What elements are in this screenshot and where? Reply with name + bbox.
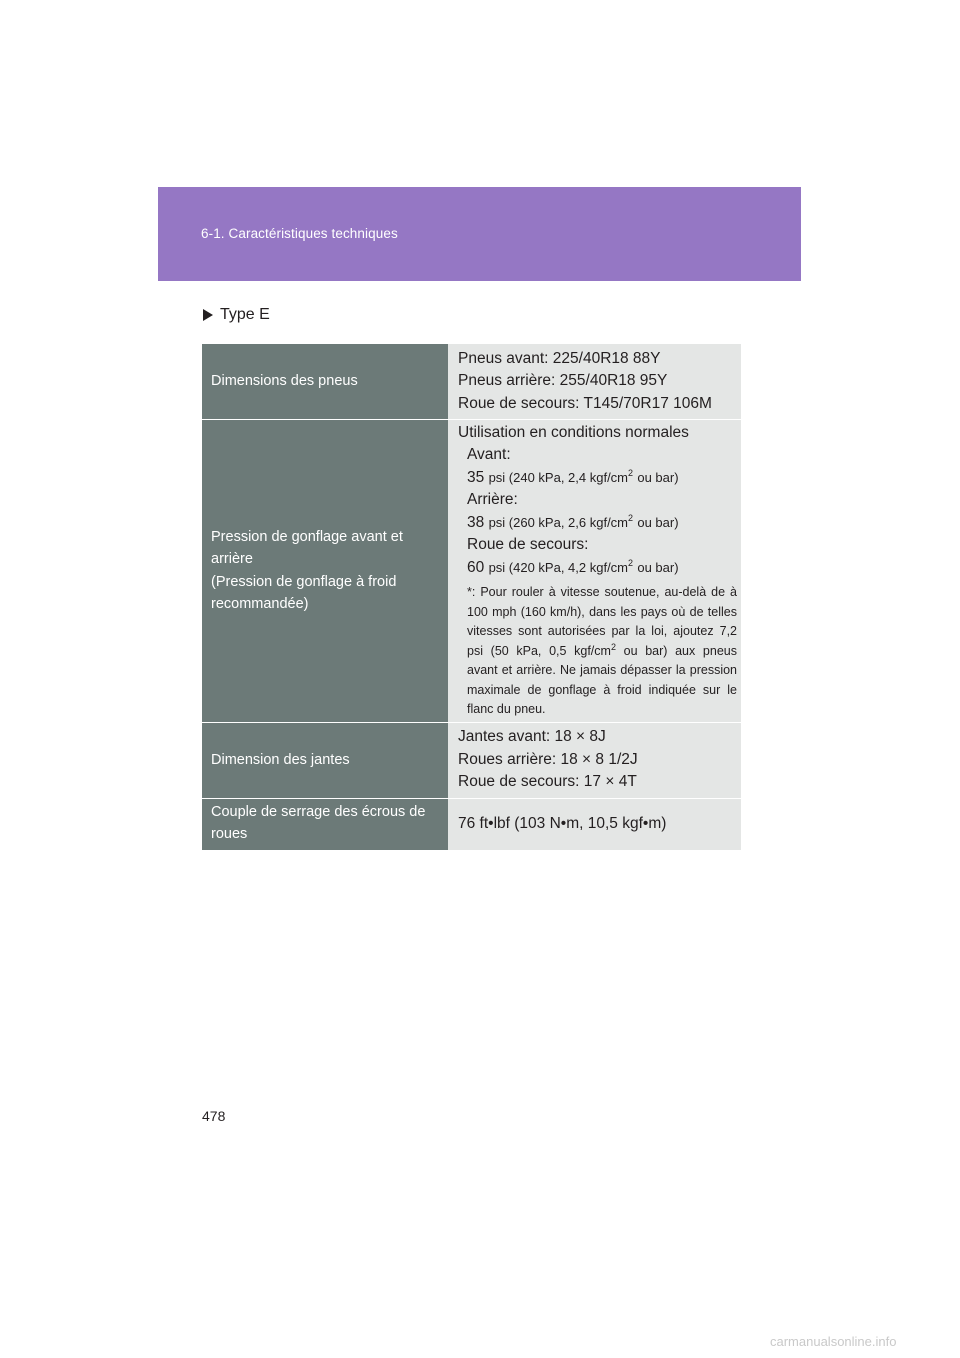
- tires-front: Pneus avant: 225/40R18 88Y: [458, 349, 661, 367]
- pressure-front-number: 35: [467, 468, 485, 486]
- pressure-front-label: Avant:: [467, 446, 511, 463]
- pressure-label-line-1: Pression de gonflage avant et: [211, 528, 403, 545]
- page-number: 478: [202, 1108, 226, 1124]
- pressure-value: [448, 419, 741, 722]
- pressure-spare-sup: 2: [628, 557, 634, 568]
- rims-rear: Roues arrière: 18 × 8 1/2J: [458, 750, 638, 768]
- pressure-spare-number: 60: [467, 558, 485, 576]
- rims-spare: Roue de secours: 17 × 4T: [458, 773, 637, 791]
- pressure-spare-detail: psi (420 kPa, 4,2 kgf/cm: [488, 559, 629, 575]
- torque-label-line-2: roues: [211, 826, 248, 842]
- torque-value: 76 ft•lbf (103 N•m, 10,5 kgf•m): [448, 798, 741, 850]
- pressure-rear-label: Arrière:: [467, 491, 518, 508]
- pressure-front-detail: psi (240 kPa, 2,4 kgf/cm: [488, 469, 629, 485]
- watermark: carmanualsonline.info: [770, 1334, 897, 1349]
- pressure-front-sup: 2: [628, 467, 634, 478]
- pressure-front-tail: ou bar): [637, 469, 679, 485]
- table-row-torque: [202, 798, 741, 850]
- pressure-rear-value: [458, 512, 739, 535]
- triangle-marker-icon: [203, 309, 213, 321]
- table-row-tires: [202, 344, 741, 419]
- pressure-footnote-a: *: Pour rouler à vitesse soutenue, au-delà de à 100 mph (160 km/h), dans les pays où de telles vitesses sont autorisées par la loi, ajoutez 7,2 psi (50 kPa, 0,5 kgf/cm: [467, 585, 737, 658]
- pressure-rear-tail: ou bar): [637, 514, 679, 530]
- pressure-label-line-3: (Pression de gonflage à froid: [211, 573, 397, 590]
- tires-rear: Pneus arrière: 255/40R18 95Y: [458, 372, 668, 389]
- rims-front: Jantes avant: 18 × 8J: [458, 728, 606, 746]
- pressure-label: [202, 419, 448, 722]
- pressure-rear-detail: psi (260 kPa, 2,6 kgf/cm: [488, 514, 629, 530]
- torque-label: [202, 798, 448, 850]
- tires-spare: Roue de secours: T145/70R17 106M: [458, 394, 712, 412]
- pressure-label-line-4: recommandée): [211, 596, 309, 612]
- pressure-spare-label: Roue de secours:: [467, 536, 589, 553]
- pressure-spare-value: [458, 557, 739, 580]
- section-title: 6-1. Caractéristiques techniques: [201, 226, 398, 241]
- torque-label-line-1: Couple de serrage des écrous de: [211, 803, 426, 820]
- pressure-front-value: [458, 467, 739, 490]
- subheading-text: Type E: [220, 306, 270, 323]
- table-row-rims: [202, 722, 741, 798]
- tires-value: [448, 344, 741, 419]
- pressure-label-line-2: arrière: [211, 551, 253, 567]
- subheading: [203, 306, 270, 324]
- pressure-intro: Utilisation en conditions normales: [458, 423, 689, 441]
- rims-value: [448, 722, 741, 798]
- rims-label: Dimension des jantes: [202, 722, 448, 798]
- pressure-footnote-b: ou bar) aux pneus avant et arrière. Ne jamais dépasser la pression maximale de gonflage à froid indiquée sur le flanc du pneu.: [467, 643, 737, 716]
- pressure-rear-sup: 2: [628, 512, 634, 523]
- pressure-rear-number: 38: [467, 513, 485, 531]
- section-header-band: [158, 187, 801, 281]
- pressure-spare-tail: ou bar): [637, 559, 679, 575]
- pressure-footnote: [458, 583, 739, 720]
- tires-label: Dimensions des pneus: [202, 344, 448, 419]
- pressure-footnote-sup: 2: [610, 641, 616, 652]
- table-row-pressure: [202, 419, 741, 722]
- spec-table: [202, 344, 741, 851]
